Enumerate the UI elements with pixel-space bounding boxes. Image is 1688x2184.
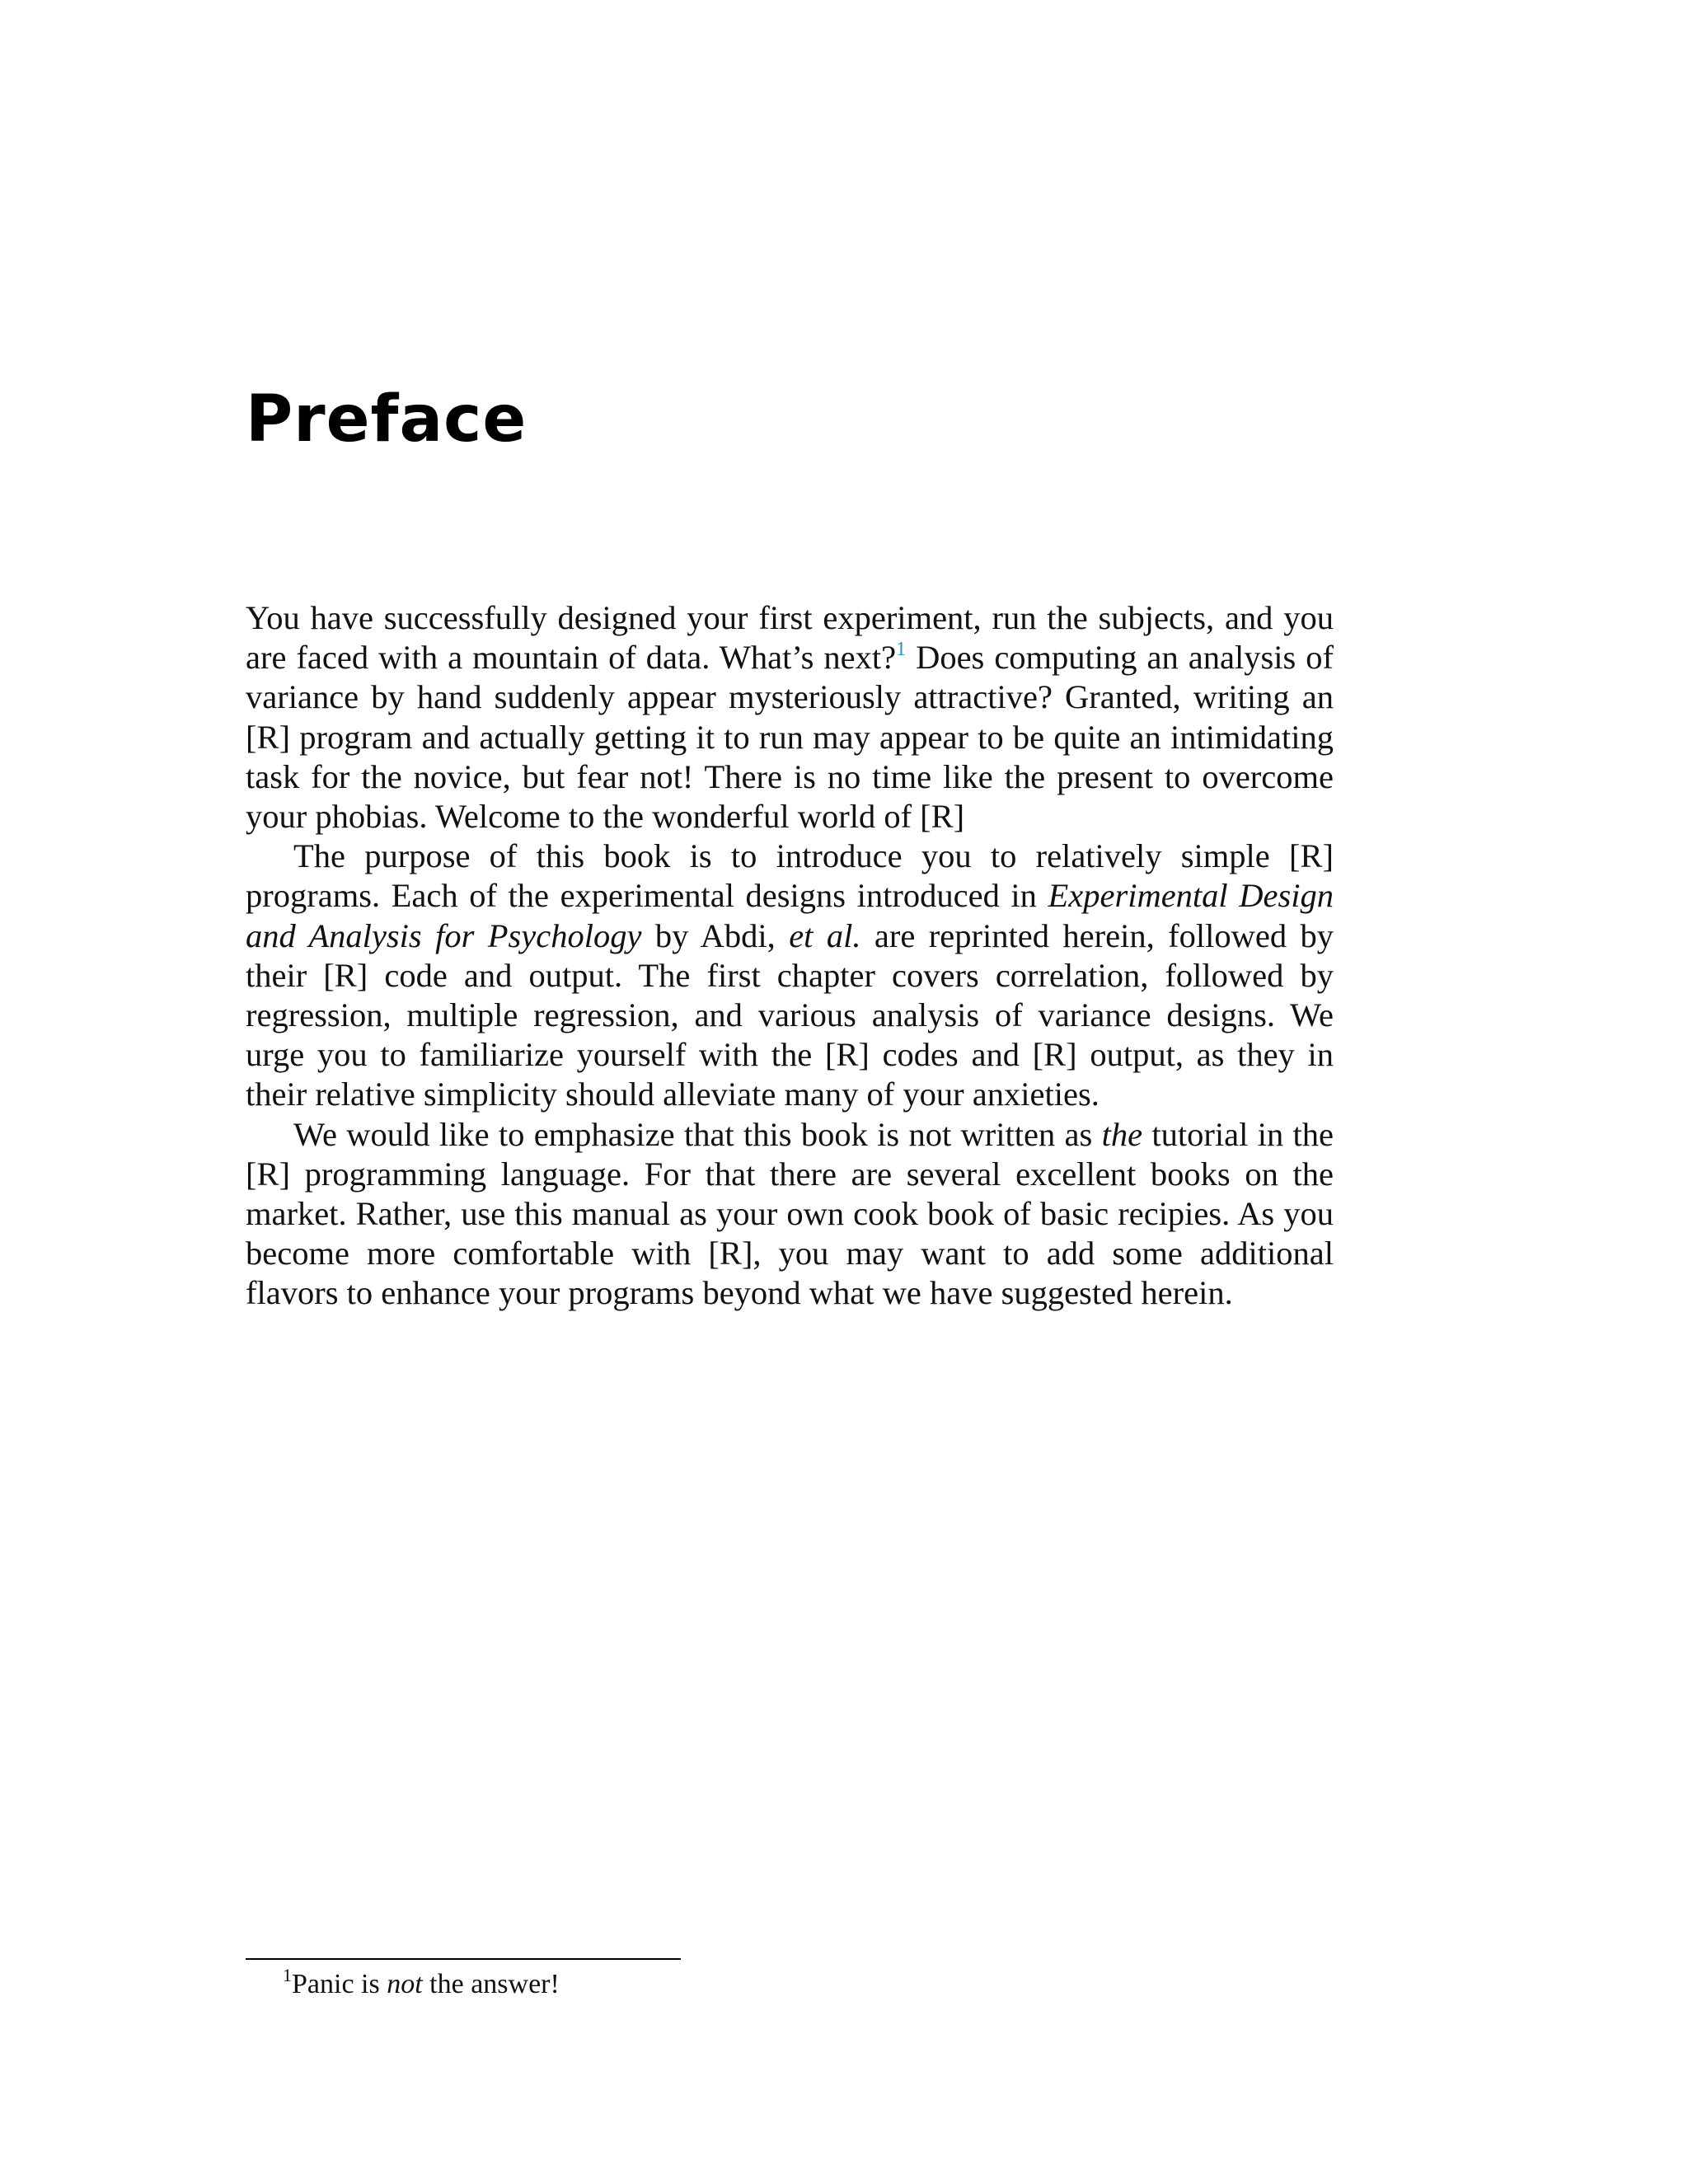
paragraph-2 (246, 837, 1334, 1114)
paragraph-3-text-b: tutorial in the [R] programming language. For that there are several excellent books on the market. Rather, use this manual as your own cook book of basic recipies. As you become more comfortable with [R], you may want to add some additional flavors to enhance your programs beyond what we have suggested herein. (246, 1115, 1334, 1312)
paragraph-3 (246, 1115, 1334, 1314)
paragraph-1-text-a: You have successfully designed your first experiment, run the subjects, and you are faced with a mountain of data. What’s next? (246, 599, 1334, 677)
footnote-text-a: Panic is (292, 1969, 387, 1999)
body-text (246, 598, 1334, 1314)
footnote-emphasis: not (387, 1969, 423, 1999)
paragraph-2-text-b: by Abdi, (641, 916, 790, 954)
paragraph-2-text-a: The purpose of this book is to introduce you to relatively simple [R] programs. Each of the experimental designs introduced in (246, 837, 1334, 915)
footnote-mark: 1 (283, 1965, 292, 1985)
the-emphasis: the (1101, 1115, 1143, 1153)
paragraph-3-text-a: We would like to emphasize that this book is not written as (293, 1115, 1102, 1153)
paragraph-1 (246, 598, 1334, 837)
footnote-divider (246, 1958, 681, 1960)
footnote-text-b: the answer! (422, 1969, 560, 1999)
book-title-emphasis: Experimental Design and Analysis for Psychology (246, 877, 1334, 954)
paragraph-1-text-b: Does computing an analysis of variance by hand suddenly appear mysteriously attractive? Granted, writing an [R] program and actually getting it to run may appear to be quite an intimidating task for the novice, but fear not! There is no time like the present to overcome your phobias. Welcome to the wonderful world of [R] (246, 639, 1334, 836)
chapter-title: Preface (246, 382, 528, 457)
paragraph-2-text-c: are reprinted herein, followed by their [R] code and output. The first chapter covers correlation, followed by regression, multiple regression, and various analysis of variance designs. We urge you to familiarize yourself with the [R] codes and [R] output, as they in their relative simplicity should alleviate many of your anxieties. (246, 916, 1334, 1113)
footnote-reference-link[interactable]: 1 (896, 639, 907, 661)
et-al-emphasis: et al. (789, 916, 861, 954)
footnote (283, 1966, 560, 2003)
